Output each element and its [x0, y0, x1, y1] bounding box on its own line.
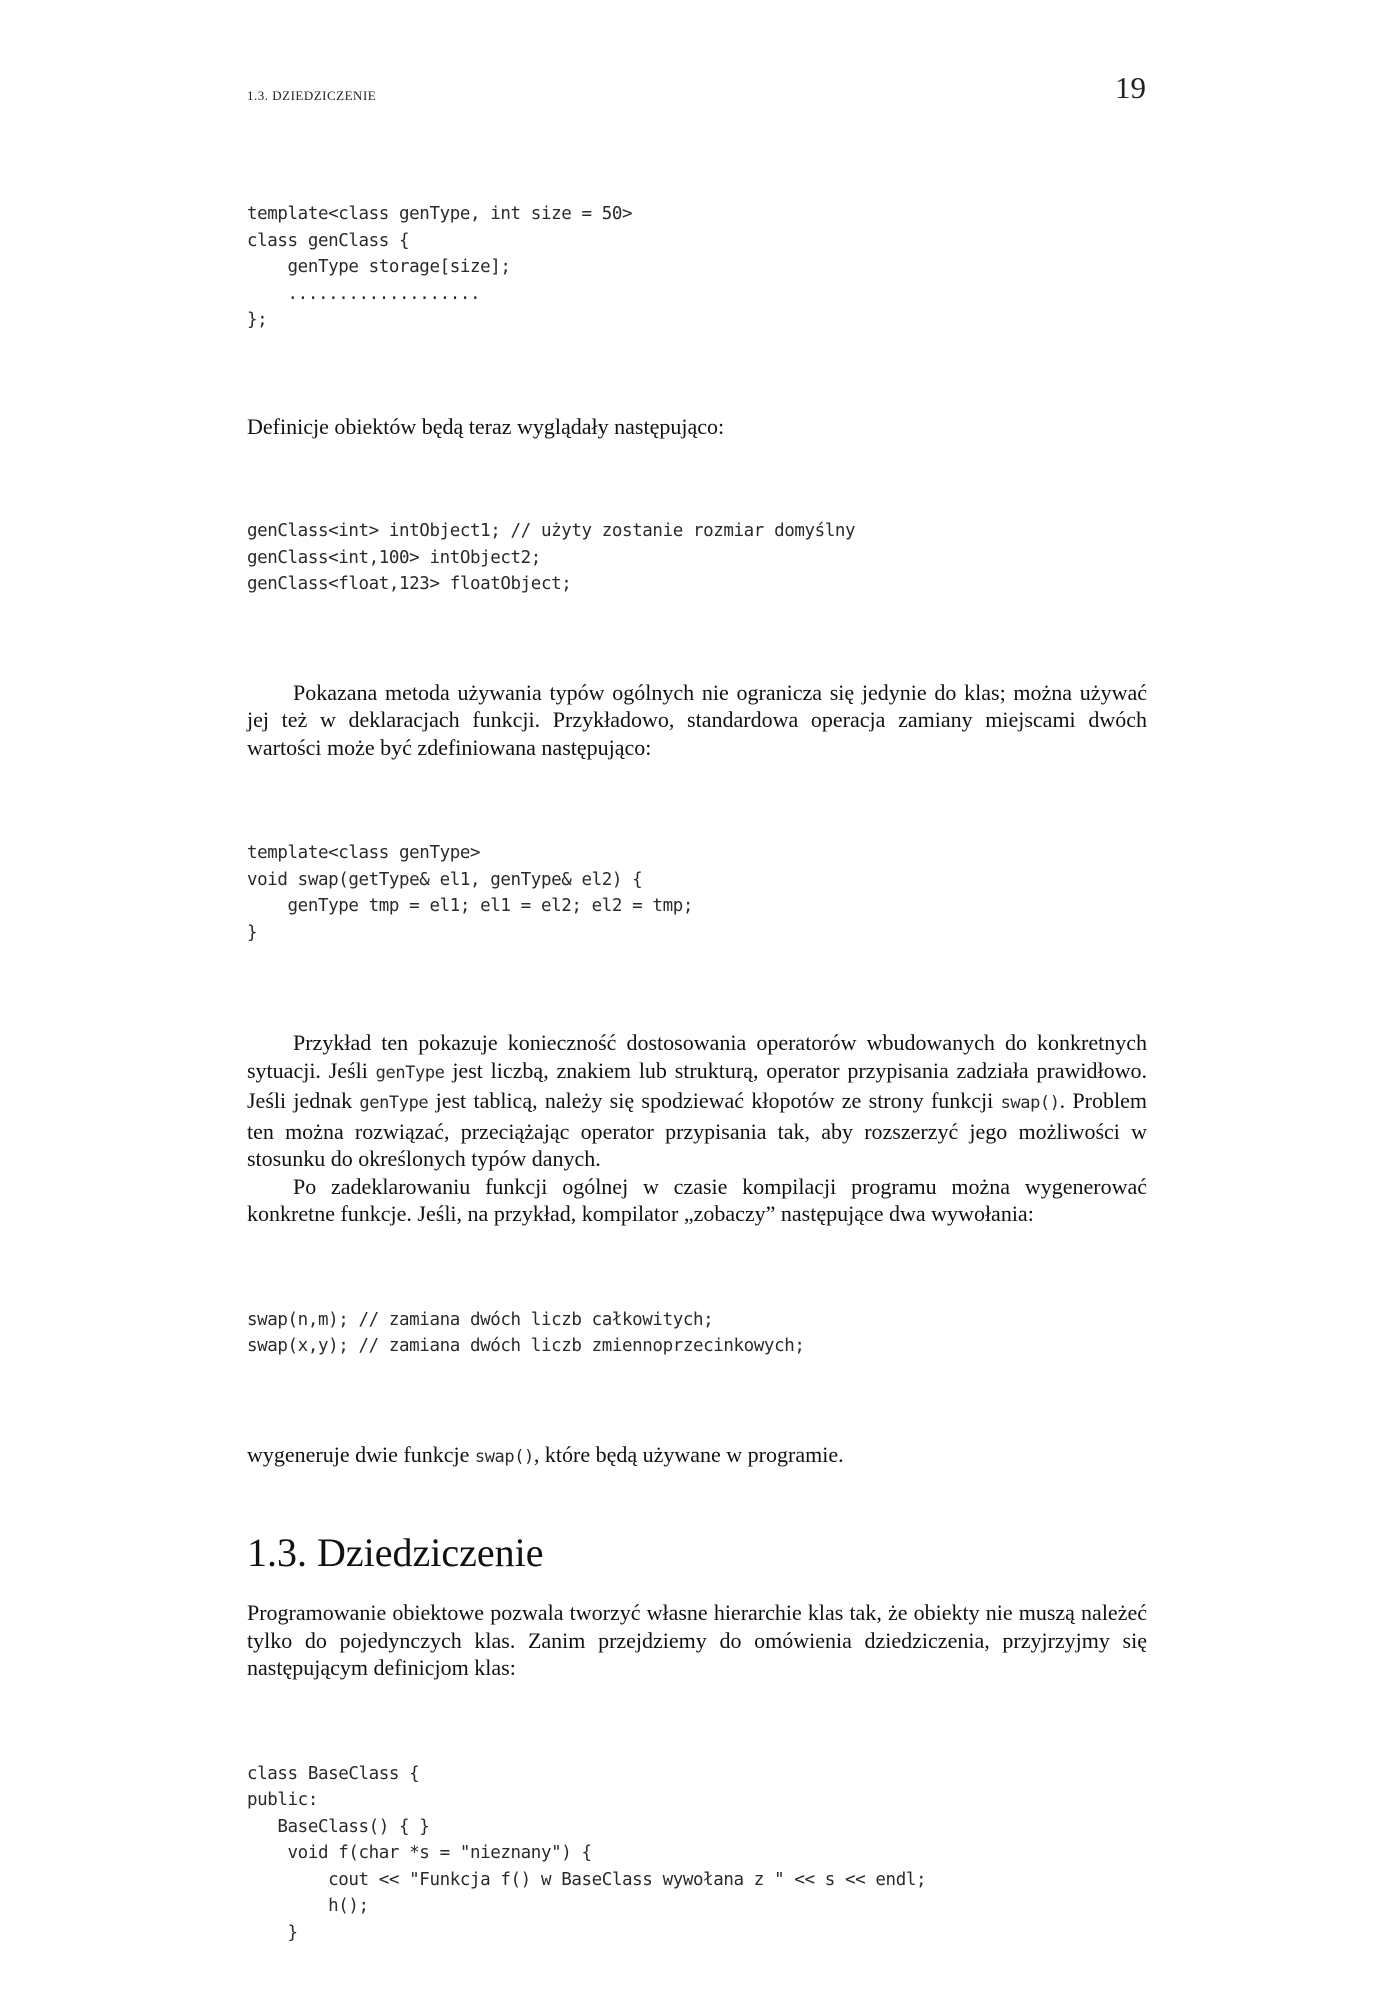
- page-content: [247, 148, 1147, 1999]
- inline-code: swap(): [475, 1447, 534, 1467]
- paragraph-text: jest tablicą, należy się spodziewać kłopotów ze strony funkcji: [428, 1088, 1000, 1113]
- code-line: ...................: [247, 281, 1147, 308]
- running-head: 1.3. DZIEDZICZENIE: [247, 88, 376, 104]
- paragraph-text: . Problem ten można rozwiązać, przeciążając operator przypisania tak, aby rozszerzyć jego możliwości w stosunku do określonych typów danych.: [247, 1088, 1147, 1171]
- inline-code: genType: [376, 1063, 445, 1083]
- paragraph-generated-functions: [247, 1441, 1147, 1472]
- paragraph-text: , które będą używane w programie.: [534, 1442, 844, 1467]
- inline-code: swap(): [1001, 1093, 1060, 1113]
- code-block-base-class: [247, 1708, 1147, 1999]
- paragraph-text: Przykład ten pokazuje konieczność dostosowania operatorów wbudowanych do konkretnych sytuacji. Jeśli: [247, 1030, 1147, 1083]
- paragraph-text: wygeneruje dwie funkcje: [247, 1442, 475, 1467]
- code-line: template<class genType>: [247, 840, 1147, 867]
- code-line: genClass<float,123> floatObject;: [247, 571, 1147, 598]
- code-line: genType storage[size];: [247, 254, 1147, 281]
- code-block-swap-calls: [247, 1254, 1147, 1413]
- code-block-object-definitions: [247, 465, 1147, 651]
- code-block-swap-template: [247, 787, 1147, 999]
- code-line: h();: [247, 1893, 1147, 1920]
- code-line: }: [247, 920, 1147, 947]
- code-line: swap(n,m); // zamiana dwóch liczb całkowitych;: [247, 1307, 1147, 1334]
- page-number: 19: [1115, 70, 1146, 106]
- paragraph-inheritance-intro: Programowanie obiektowe pozwala tworzyć własne hierarchie klas tak, że obiekty nie muszą należeć tylko do pojedynczych klas. Zanim przejdziemy do omówienia dziedziczenia, przyjrzyjmy się następującym definicjom klas:: [247, 1599, 1147, 1682]
- paragraph-generic-types: Pokazana metoda używania typów ogólnych nie ogranicza się jedynie do klas; można używać jej też w deklaracjach funkcji. Przykładowo, standardowa operacja zamiany miejscami dwóch wartości może być zdefiniowana następująco:: [247, 679, 1147, 762]
- code-line: };: [247, 307, 1147, 334]
- code-line: genType tmp = el1; el1 = el2; el2 = tmp;: [247, 893, 1147, 920]
- code-line: public:: [247, 1787, 1147, 1814]
- inline-code: genType: [359, 1093, 428, 1113]
- code-line: class BaseClass {: [247, 1761, 1147, 1788]
- paragraph-operator-adaptation: [247, 1029, 1147, 1173]
- code-line: BaseClass() { }: [247, 1814, 1147, 1841]
- paragraph-compilation: Po zadeklarowaniu funkcji ogólnej w czasie kompilacji programu można wygenerować konkretne funkcje. Jeśli, na przykład, kompilator „zobaczy” następujące dwa wywołania:: [247, 1173, 1147, 1228]
- code-line: class genClass {: [247, 228, 1147, 255]
- code-line: genClass<int,100> intObject2;: [247, 545, 1147, 572]
- code-line: }: [247, 1920, 1147, 1947]
- section-heading: 1.3. Dziedziczenie: [247, 1529, 1147, 1577]
- paragraph-text: jest liczbą, znakiem lub strukturą, operator przypisania zadziała prawidłowo. Jeśli jednak: [247, 1058, 1147, 1114]
- code-block-template-class: [247, 148, 1147, 387]
- code-line: void f(char *s = "nieznany") {: [247, 1840, 1147, 1867]
- code-line: cout << "Funkcja f() w BaseClass wywołana z " << s << endl;: [247, 1867, 1147, 1894]
- code-line: swap(x,y); // zamiana dwóch liczb zmiennoprzecinkowych;: [247, 1333, 1147, 1360]
- paragraph-object-definitions: Definicje obiektów będą teraz wyglądały następująco:: [247, 413, 1147, 441]
- code-line: template<class genType, int size = 50>: [247, 201, 1147, 228]
- code-line: void swap(getType& el1, genType& el2) {: [247, 867, 1147, 894]
- code-line: genClass<int> intObject1; // użyty zostanie rozmiar domyślny: [247, 518, 1147, 545]
